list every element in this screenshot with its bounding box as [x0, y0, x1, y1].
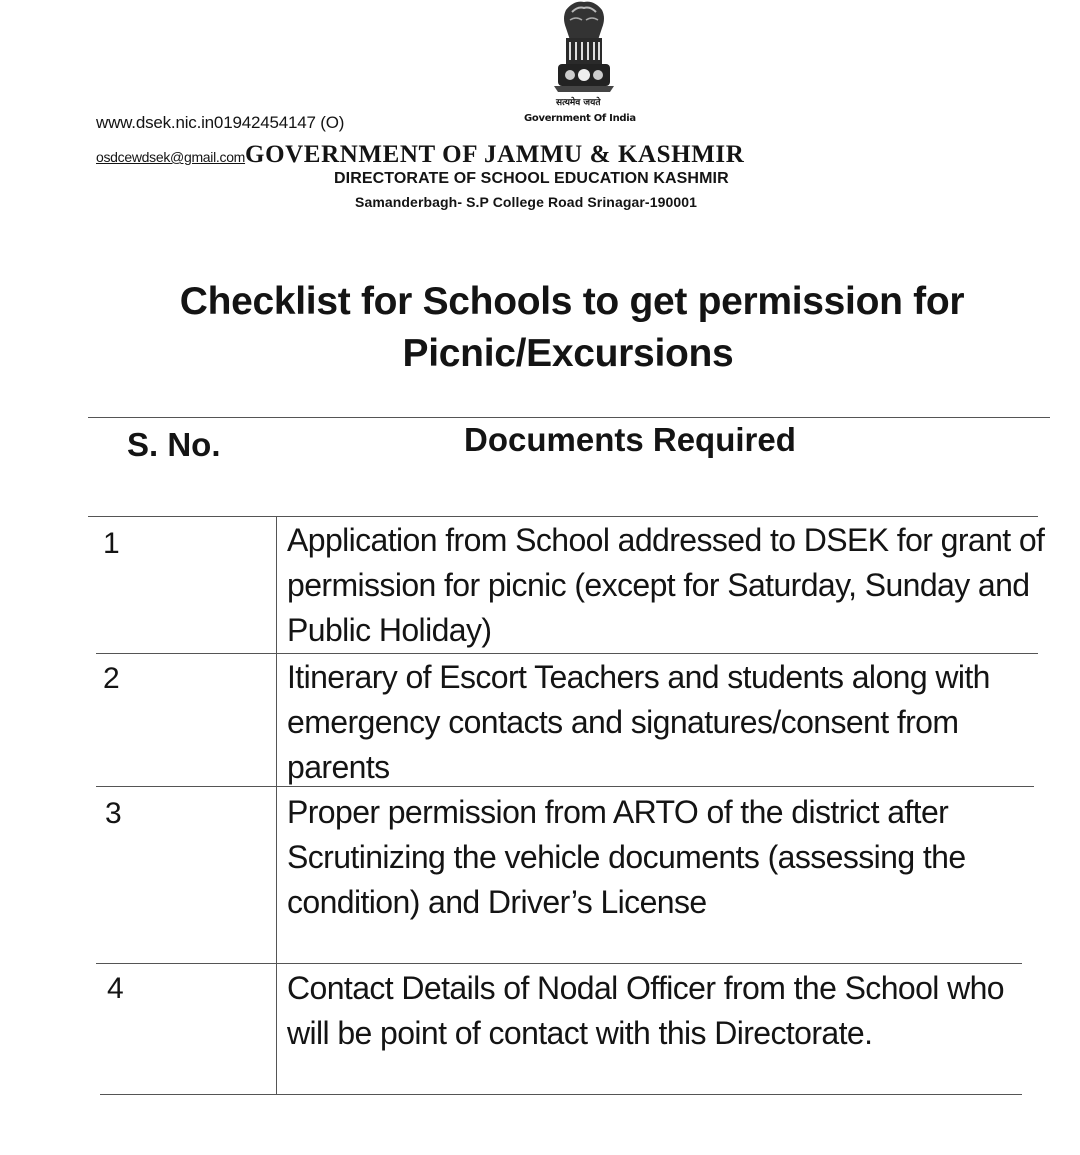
row-2-document: Itinerary of Escort Teachers and students along with emergency contacts and signatures/consent from parents	[287, 659, 990, 785]
document-title: Checklist for Schools to get permission for	[179, 280, 965, 323]
row-1-sno: 1	[103, 527, 120, 560]
header-line-2	[96, 141, 744, 169]
emblem-motto: सत्यमेव जयते	[556, 98, 601, 108]
header-sno: S. No.	[127, 426, 221, 463]
header-documents: Documents Required	[464, 421, 796, 458]
table-rule	[88, 417, 1050, 418]
table-rule	[100, 1094, 1022, 1095]
table-divider	[276, 516, 277, 1094]
directorate-address: Samanderbagh- S.P College Road Srinagar-190001	[355, 194, 698, 210]
row-3-document: Proper permission from ARTO of the district after Scrutinizing the vehicle documents (assessing the condition) and Driver’s License	[287, 794, 966, 920]
row-3-sno: 3	[105, 797, 122, 830]
table-rule	[96, 653, 1038, 654]
table-rule	[96, 963, 1022, 964]
emblem-caption: Government Of India	[524, 113, 636, 124]
row-4-document: Contact Details of Nodal Officer from the School who will be point of contact with this Directorate.	[287, 970, 1005, 1051]
row-4-sno: 4	[107, 972, 124, 1005]
government-title: GOVERNMENT OF JAMMU & KASHMIR	[245, 141, 745, 168]
directorate-name: DIRECTORATE OF SCHOOL EDUCATION KASHMIR	[334, 170, 729, 187]
row-1-document: Application from School addressed to DSEK for grant of permission for picnic (except for Saturday, Sunday and Public Holiday)	[287, 522, 1045, 648]
row-2-sno: 2	[103, 662, 120, 695]
website-phone: www.dsek.nic.in01942454147 (O)	[96, 113, 345, 132]
national-emblem-icon	[536, 0, 632, 108]
document-subtitle: Picnic/Excursions	[402, 332, 734, 375]
table-rule	[88, 516, 1038, 517]
email-address: osdcewdsek@gmail.com	[96, 149, 246, 165]
